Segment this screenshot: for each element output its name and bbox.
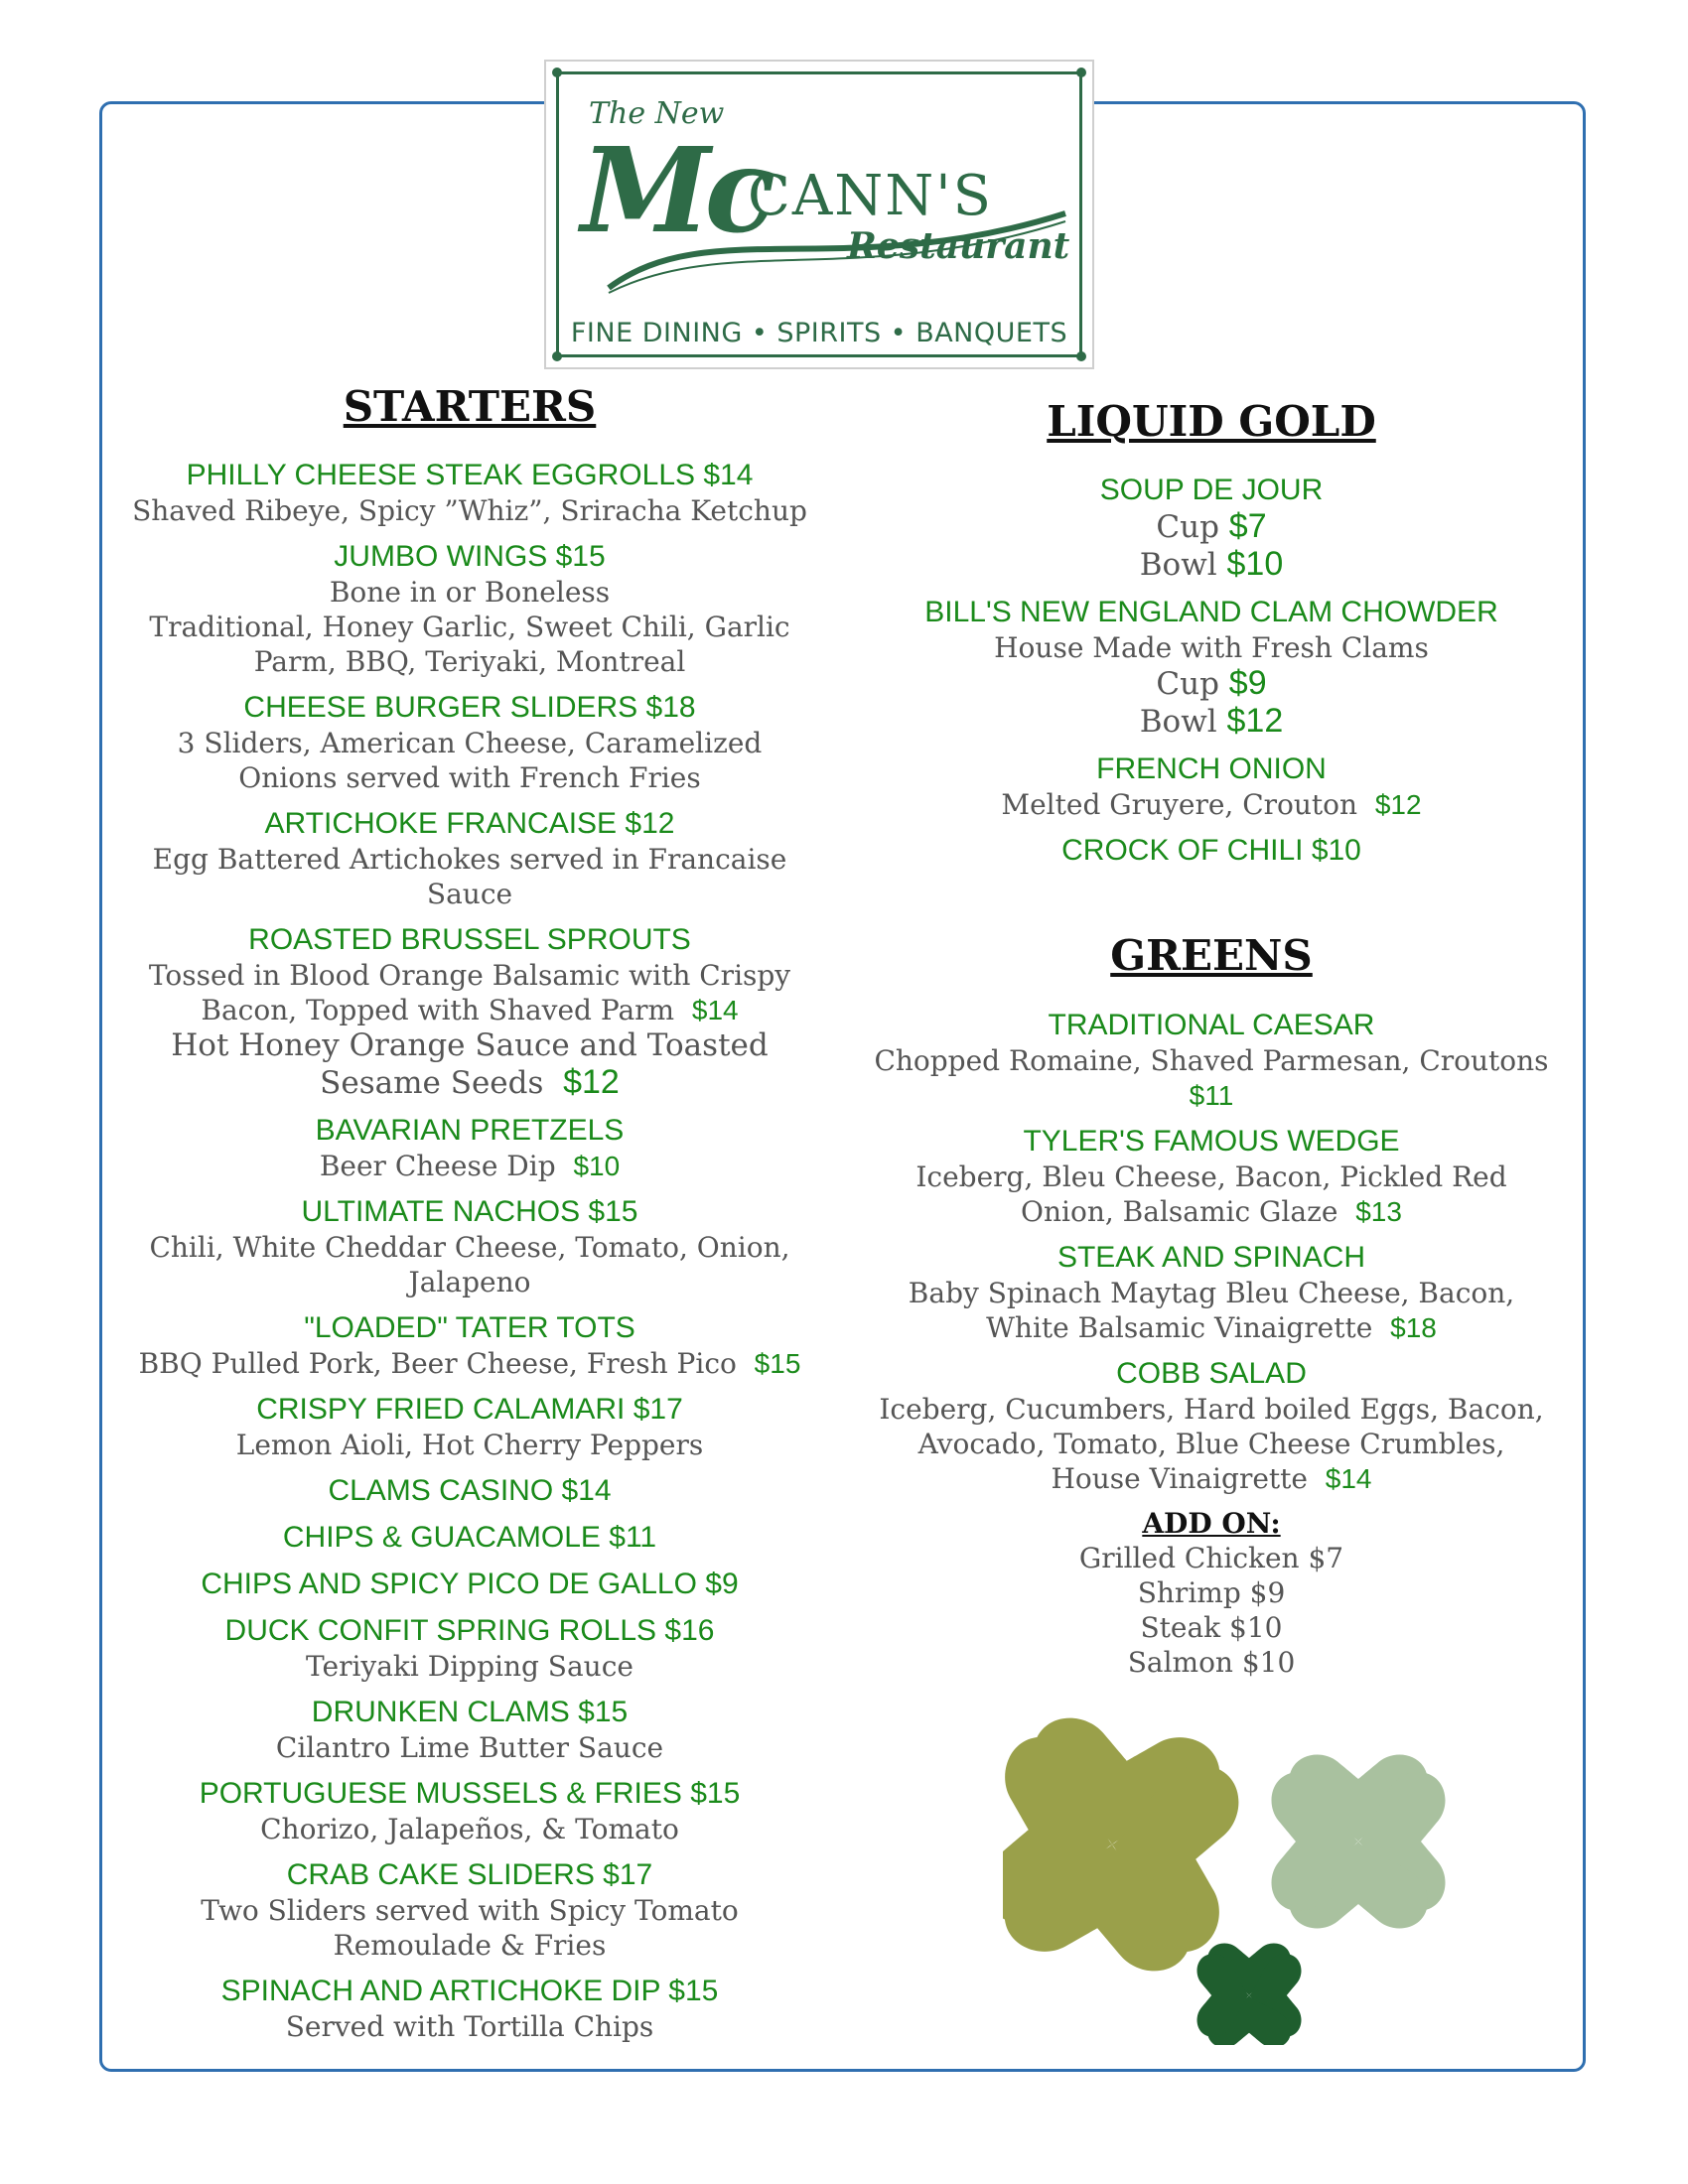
item-desc — [127, 644, 812, 679]
menu-item — [127, 806, 812, 911]
item-price: $12 — [1226, 702, 1284, 741]
size-label: Bowl — [1139, 704, 1217, 741]
logo-restaurant: Restaurant — [847, 225, 1070, 267]
item-desc-text: White Balsamic Vinaigrette — [986, 1310, 1373, 1344]
menu-item — [127, 922, 812, 1102]
item-desc-text: Iceberg, Cucumbers, Hard boiled Eggs, Bacon, — [879, 1392, 1544, 1426]
item-name: SOUP DE JOUR — [1099, 474, 1324, 507]
four-leaf-clover-icon — [1272, 1755, 1446, 1929]
menu-item — [127, 539, 812, 679]
item-name: ARTICHOKE FRANCAISE $12 — [264, 807, 675, 841]
item-desc — [854, 1043, 1569, 1078]
menu-item-french-onion — [854, 751, 1569, 822]
item-name: BAVARIAN PRETZELS — [315, 1114, 625, 1148]
item-desc — [854, 1461, 1569, 1496]
four-leaf-clover-icon — [1197, 1944, 1302, 2046]
item-desc — [127, 1730, 812, 1765]
item-desc — [854, 665, 1569, 703]
starters-section — [127, 382, 812, 2055]
item-desc-text: Egg Battered Artichokes served in Francaise — [152, 843, 787, 877]
item-desc — [854, 787, 1569, 822]
add-on-item: Salmon $10 — [1127, 1645, 1296, 1679]
item-price: $9 — [1228, 664, 1267, 703]
item-desc — [127, 1149, 812, 1183]
item-desc — [854, 1310, 1569, 1345]
item-name: CROCK OF CHILI $10 — [1061, 834, 1361, 868]
item-name: CHIPS AND SPICY PICO DE GALLO $9 — [201, 1568, 739, 1601]
item-desc-text: Avocado, Tomato, Blue Cheese Crumbles, — [917, 1427, 1505, 1460]
item-desc — [854, 508, 1569, 546]
greens-list — [854, 1008, 1569, 1496]
menu-item — [127, 690, 812, 795]
item-price: $14 — [1325, 1462, 1372, 1494]
menu-item — [127, 1520, 812, 1556]
item-name: STEAK AND SPINACH — [1056, 1240, 1366, 1274]
item-name: TYLER'S FAMOUS WEDGE — [1023, 1124, 1400, 1158]
item-price: $12 — [563, 1063, 620, 1102]
item-name: CHIPS & GUACAMOLE $11 — [282, 1521, 657, 1555]
item-price: $12 — [1374, 789, 1422, 821]
item-desc — [127, 575, 812, 610]
item-desc — [127, 1265, 812, 1299]
item-name: TRADITIONAL CAESAR — [1048, 1008, 1375, 1041]
item-desc — [127, 1812, 812, 1846]
add-on-item: Shrimp $9 — [1137, 1575, 1286, 1609]
item-desc — [127, 1428, 812, 1462]
item-desc-text: Lemon Aioli, Hot Cherry Peppers — [235, 1429, 704, 1462]
item-desc — [854, 1276, 1569, 1310]
item-desc — [127, 993, 812, 1027]
menu-item — [127, 1567, 812, 1602]
item-desc-text: Bacon, Topped with Shaved Parm — [201, 994, 675, 1027]
size-label: Cup — [1156, 509, 1219, 546]
item-desc-text: Chopped Romaine, Shaved Parmesan, Croutons — [874, 1043, 1549, 1077]
menu-item — [854, 1240, 1569, 1345]
item-desc-text: Onion, Balsamic Glaze — [1021, 1194, 1338, 1228]
item-desc — [854, 1078, 1569, 1113]
item-desc-text: Two Sliders served with Spicy Tomato — [201, 1894, 739, 1928]
menu-item — [127, 1194, 812, 1299]
item-desc — [127, 760, 812, 795]
menu-item — [854, 1356, 1569, 1496]
menu-item-soup-de-jour — [854, 473, 1569, 584]
menu-item — [127, 1113, 812, 1183]
item-desc — [854, 1392, 1569, 1427]
item-desc-text: Shaved Ribeye, Spicy ”Whiz”, Sriracha Ketchup — [132, 494, 807, 528]
logo-rivet-icon — [552, 351, 562, 361]
item-price: $14 — [691, 995, 739, 1026]
item-desc-text: Tossed in Blood Orange Balsamic with Crispy — [148, 959, 791, 993]
item-desc: House Made with Fresh Clams — [994, 631, 1429, 665]
add-on-title: ADD ON: — [1142, 1506, 1281, 1540]
logo-frame — [556, 71, 1082, 357]
item-desc — [127, 958, 812, 993]
item-name: SPINACH AND ARTICHOKE DIP $15 — [220, 1975, 719, 2008]
add-on-item: Grilled Chicken $7 — [1078, 1541, 1344, 1574]
item-desc — [854, 1194, 1569, 1229]
item-price: $15 — [754, 1348, 801, 1380]
item-desc-text: Beer Cheese Dip — [319, 1150, 556, 1183]
item-price: $7 — [1228, 507, 1267, 546]
item-desc — [127, 1928, 812, 1963]
item-desc-text: 3 Sliders, American Cheese, Caramelized — [177, 727, 763, 760]
item-desc — [127, 877, 812, 911]
item-name: BILL'S NEW ENGLAND CLAM CHOWDER — [924, 596, 1498, 629]
item-price: $13 — [1355, 1195, 1402, 1227]
item-desc — [854, 1427, 1569, 1461]
item-desc-text: Teriyaki Dipping Sauce — [306, 1650, 633, 1684]
greens-title: GREENS — [1110, 931, 1313, 981]
item-price: $10 — [1226, 545, 1284, 584]
starters-list — [127, 458, 812, 2044]
item-name: DRUNKEN CLAMS $15 — [311, 1696, 629, 1729]
item-desc-extra — [127, 1064, 812, 1102]
menu-item — [127, 1310, 812, 1381]
size-label: Cup — [1156, 666, 1219, 703]
item-desc — [127, 726, 812, 760]
menu-item-clam-chowder — [854, 595, 1569, 741]
item-name: CRAB CAKE SLIDERS $17 — [286, 1858, 653, 1892]
item-name: CHEESE BURGER SLIDERS $18 — [243, 691, 696, 725]
item-desc — [127, 1230, 812, 1265]
item-desc-text: Served with Tortilla Chips — [285, 2010, 654, 2044]
item-desc-text: Onions served with French Fries — [238, 761, 701, 795]
menu-item — [127, 1776, 812, 1846]
item-desc — [127, 1346, 812, 1381]
menu-item-crock-of-chili — [854, 833, 1569, 869]
item-desc — [127, 1893, 812, 1928]
item-name: JUMBO WINGS $15 — [334, 540, 606, 574]
item-price: $10 — [573, 1151, 621, 1182]
item-name: ULTIMATE NACHOS $15 — [301, 1195, 638, 1229]
item-desc — [854, 1160, 1569, 1194]
item-price: $11 — [1189, 1079, 1234, 1111]
clover-decoration — [1003, 1707, 1470, 2045]
item-desc — [127, 1649, 812, 1684]
item-name: COBB SALAD — [1116, 1356, 1307, 1390]
item-name: CRISPY FRIED CALAMARI $17 — [256, 1393, 683, 1427]
add-on-list — [854, 1541, 1569, 1680]
liquid-gold-title: LIQUID GOLD — [1047, 397, 1376, 446]
logo-rivet-icon — [552, 68, 562, 77]
item-desc-text: BBQ Pulled Pork, Beer Cheese, Fresh Pico — [138, 1347, 737, 1381]
item-desc-text: House Vinaigrette — [1051, 1461, 1308, 1495]
item-desc — [127, 493, 812, 528]
item-name: ROASTED BRUSSEL SPROUTS — [248, 923, 691, 957]
item-name: DUCK CONFIT SPRING ROLLS $16 — [224, 1614, 715, 1648]
item-name: PHILLY CHEESE STEAK EGGROLLS $14 — [186, 459, 754, 492]
item-desc-text: Hot Honey Orange Sauce and Toasted — [171, 1027, 769, 1064]
logo-rivet-icon — [1076, 351, 1086, 361]
item-desc-text: Baby Spinach Maytag Bleu Cheese, Bacon, — [908, 1276, 1515, 1309]
logo-the-new: The New — [589, 96, 725, 131]
menu-item — [127, 1857, 812, 1963]
menu-item — [127, 1695, 812, 1765]
logo-tagline: FINE DINING • SPIRITS • BANQUETS — [570, 318, 1068, 348]
menu-item — [127, 1473, 812, 1509]
item-desc-text: Remoulade & Fries — [333, 1929, 607, 1963]
item-desc — [854, 703, 1569, 741]
item-desc-text: Sesame Seeds — [320, 1065, 544, 1102]
item-desc-text: Parm, BBQ, Teriyaki, Montreal — [253, 645, 686, 679]
item-desc-text: Sauce — [426, 878, 513, 911]
item-desc — [127, 842, 812, 877]
item-desc-text: Cilantro Lime Butter Sauce — [275, 1731, 664, 1765]
menu-item — [127, 1974, 812, 2044]
item-desc — [854, 546, 1569, 584]
menu-item — [127, 1613, 812, 1684]
add-on-section — [854, 1507, 1569, 1680]
item-desc-extra — [127, 1027, 812, 1064]
right-column — [854, 397, 1569, 1691]
logo-rivet-icon — [1076, 68, 1086, 77]
item-price: $18 — [1390, 1311, 1437, 1343]
item-desc — [127, 610, 812, 644]
item-desc-text: Bone in or Boneless — [329, 576, 611, 610]
item-desc-text: Chili, White Cheddar Cheese, Tomato, Onion, — [149, 1231, 790, 1265]
four-leaf-clover-icon — [1003, 1712, 1244, 1978]
starters-title: STARTERS — [343, 382, 597, 431]
menu-item — [854, 1008, 1569, 1113]
item-desc-text: Iceberg, Bleu Cheese, Bacon, Pickled Red — [915, 1160, 1507, 1193]
item-desc-text: Melted Gruyere, Crouton — [1001, 788, 1358, 822]
menu-item — [127, 458, 812, 528]
item-name: PORTUGUESE MUSSELS & FRIES $15 — [199, 1777, 741, 1811]
item-name: CLAMS CASINO $14 — [328, 1474, 612, 1508]
add-on-item: Steak $10 — [1140, 1610, 1283, 1644]
restaurant-logo — [544, 60, 1094, 369]
menu-item — [854, 1124, 1569, 1229]
size-label: Bowl — [1139, 547, 1217, 584]
menu-item — [127, 1392, 812, 1462]
logo-mc: Mc — [581, 121, 771, 259]
item-desc-text: Jalapeno — [408, 1266, 531, 1299]
item-desc — [127, 2009, 812, 2044]
item-name: "LOADED" TATER TOTS — [304, 1311, 635, 1345]
item-desc-text: Chorizo, Jalapeños, & Tomato — [260, 1813, 679, 1846]
logo-cann: CANN'S — [748, 164, 994, 228]
item-name: FRENCH ONION — [1096, 752, 1327, 786]
item-desc-text: Traditional, Honey Garlic, Sweet Chili, Garlic — [149, 611, 790, 644]
